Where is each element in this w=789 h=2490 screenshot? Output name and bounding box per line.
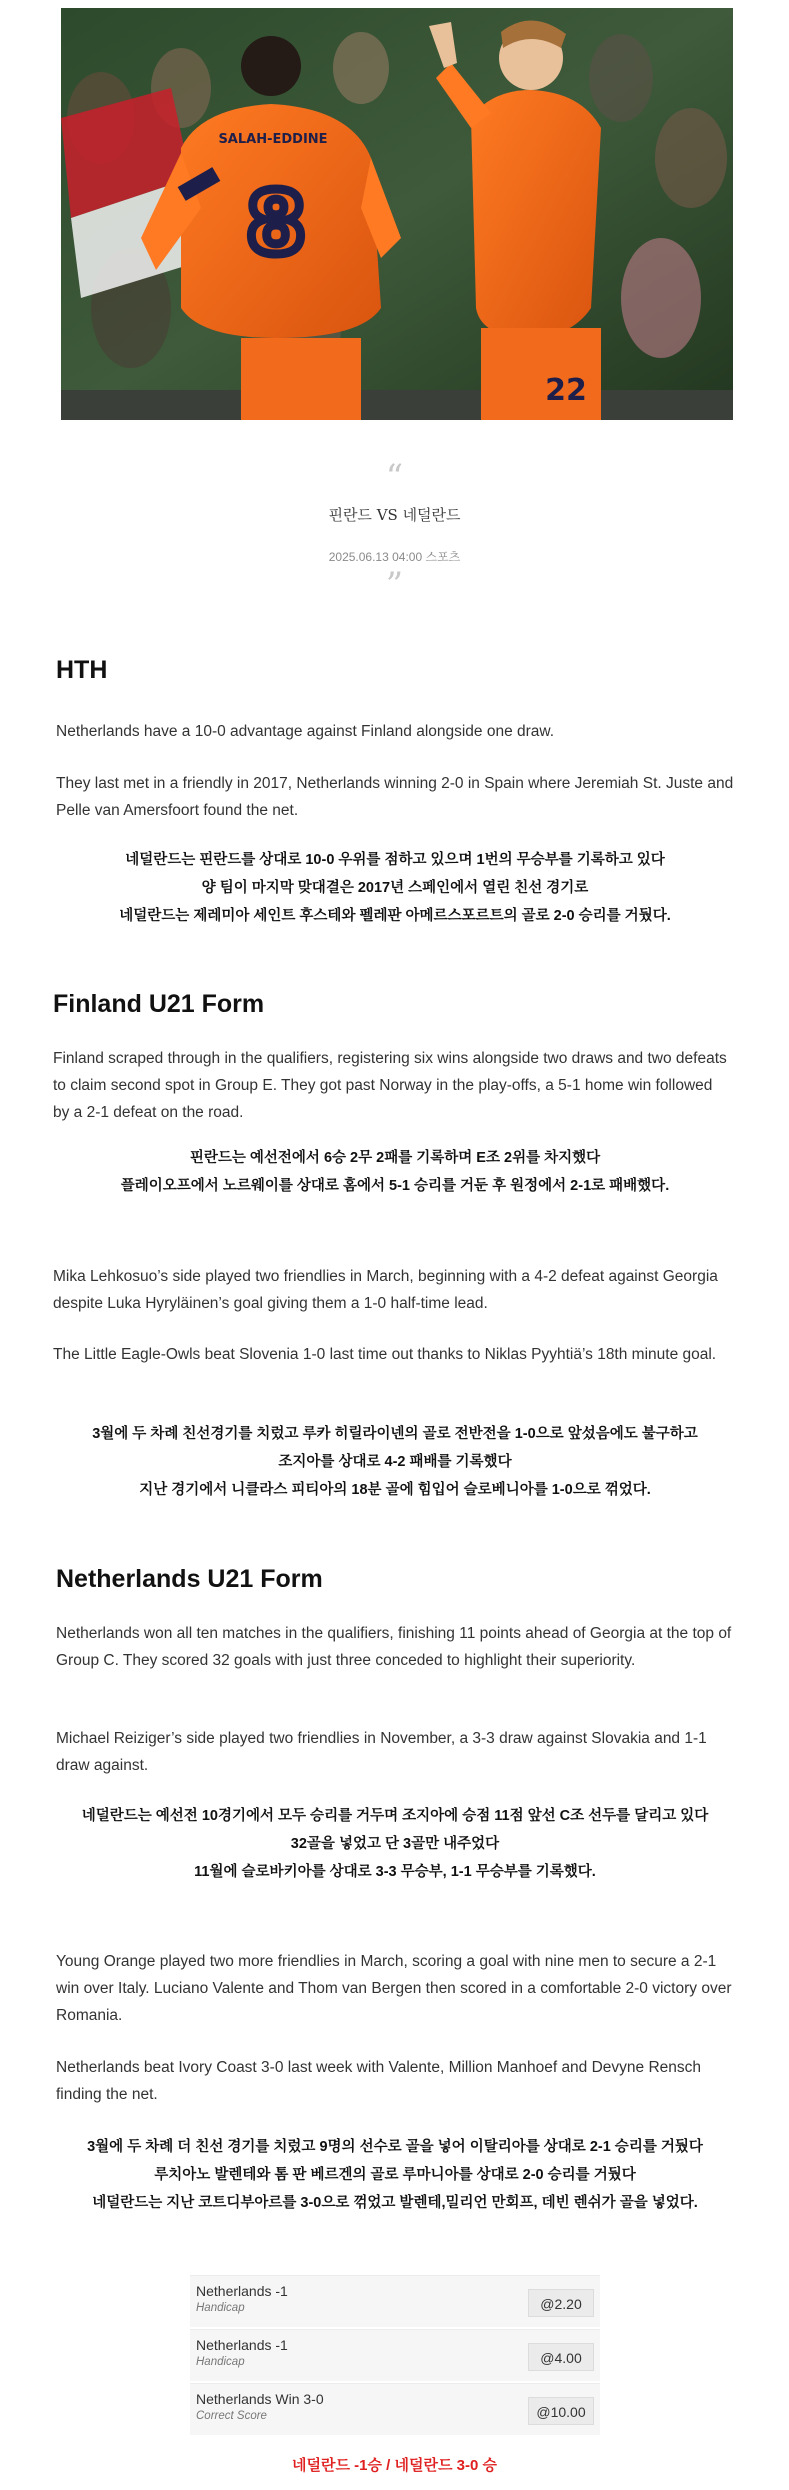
article-header — [0, 457, 789, 605]
finland-korean-summary-2 — [40, 1420, 750, 1504]
bet-pick-type: Handicap — [196, 2302, 245, 2314]
bet-pick-name: Netherlands -1 — [196, 2337, 288, 2353]
korean-line: 32골을 넣었고 단 3골만 내주었다 — [290, 1836, 500, 1852]
finland-paragraph-3: The Little Eagle-Owls beat Slovenia 1-0 last time out thanks to Niklas Pyyhtiä’s 18th minute goal. — [53, 1346, 717, 1363]
section-title-hth: HTH — [56, 656, 108, 684]
finland-paragraph-2: Mika Lehkosuo’s side played two friendlies in March, beginning with a 4-2 defeat against Georgia despite Luka Hyryläinen’s goal giving them a 1-0 half-time lead. — [53, 1268, 718, 1312]
korean-line: 네덜란드는 핀란드를 상대로 10-0 우위를 점하고 있으며 1번의 무승부를 기록하고 있다 — [125, 852, 665, 868]
bet-pick-row[interactable] — [190, 2383, 600, 2435]
korean-line: 네덜란드는 지난 코트디부아르를 3-0으로 꺾었고 발렌테,밀리언 만회프, 데빈 렌쉬가 골을 넣었다. — [92, 2195, 698, 2211]
korean-line: 루치아노 발렌테와 톰 판 베르겐의 골로 루마니아를 상대로 2-0 승리를 거뒀다 — [154, 2167, 636, 2183]
korean-line: 양 팀이 마지막 맞대결은 2017년 스페인에서 열린 친선 경기로 — [201, 880, 589, 896]
bet-pick-row[interactable] — [190, 2275, 600, 2327]
netherlands-paragraph-1: Netherlands won all ten matches in the qualifiers, finishing 11 points ahead of Georgia at the top of Group C. They scored 32 goals with just three conceded to highlight their superiority. — [56, 1625, 732, 1669]
netherlands-korean-summary-1 — [40, 1802, 750, 1886]
netherlands-korean-summary-2 — [40, 2133, 750, 2217]
korean-line: 네덜란드는 제레미아 세인트 후스테와 펠레판 아메르스포르트의 골로 2-0 승리를 거뒀다. — [119, 908, 671, 924]
bet-odds-button[interactable]: @10.00 — [528, 2397, 594, 2425]
hth-korean-summary — [40, 846, 750, 930]
bet-pick-name: Netherlands -1 — [196, 2283, 288, 2299]
open-quote-icon: “ — [385, 457, 404, 497]
finland-paragraph-1: Finland scraped through in the qualifiers, registering six wins alongside two draws and two defeats to claim second spot in Group E. They got past Norway in the play-offs, a 5-1 home win followed by a 2-1 defeat on the road. — [53, 1050, 727, 1121]
korean-line: 11월에 슬로바키아를 상대로 3-3 무승부, 1-1 무승부를 기록했다. — [194, 1864, 596, 1880]
korean-line: 핀란드는 예선전에서 6승 2무 2패를 기록하며 E조 2위를 차지했다 — [189, 1150, 601, 1166]
netherlands-paragraph-2: Michael Reiziger’s side played two friendlies in November, a 3-3 draw against Slovakia and 1-1 draw against. — [56, 1730, 707, 1774]
article-meta: 2025.06.13 04:00 스포츠 — [328, 550, 461, 564]
section-title-netherlands: Netherlands U21 Form — [56, 1565, 323, 1593]
finland-korean-summary-1 — [40, 1144, 750, 1200]
svg-text:SALAH-EDDINE: SALAH-EDDINE — [218, 132, 328, 147]
bet-picks-list — [190, 2275, 600, 2437]
bet-pick-type: Handicap — [196, 2356, 245, 2368]
bet-odds-button[interactable]: @4.00 — [528, 2343, 594, 2371]
korean-line: 3월에 두 차례 더 친선 경기를 치렀고 9명의 선수로 골을 넣어 이탈리아를 상대로 2-1 승리를 거뒀다 — [87, 2139, 703, 2155]
korean-line: 3월에 두 차례 친선경기를 치렀고 루카 히릴라이넨의 골로 전반전을 1-0으로 앞섰음에도 불구하고 — [92, 1426, 698, 1442]
svg-text:8: 8 — [246, 174, 306, 274]
bet-odds-button[interactable]: @2.20 — [528, 2289, 594, 2317]
korean-line: 조지아를 상대로 4-2 패배를 기록했다 — [278, 1454, 512, 1470]
final-verdict: 네덜란드 -1승 / 네덜란드 3-0 승 — [292, 2457, 497, 2474]
bet-pick-name: Netherlands Win 3-0 — [196, 2391, 324, 2407]
korean-line: 플레이오프에서 노르웨이를 상대로 홈에서 5-1 승리를 거둔 후 원정에서 2-1로 패배했다. — [120, 1178, 670, 1194]
hth-paragraph-2: They last met in a friendly in 2017, Netherlands winning 2-0 in Spain where Jeremiah St. Juste and Pelle van Amersfoort found the net. — [56, 775, 734, 819]
article-title: 핀란드 VS 네덜란드 — [328, 506, 461, 524]
hero-photo — [61, 8, 733, 420]
bet-pick-type: Correct Score — [196, 2410, 267, 2422]
netherlands-paragraph-4: Netherlands beat Ivory Coast 3-0 last week with Valente, Million Manhoef and Devyne Rensch finding the net. — [56, 2059, 702, 2103]
svg-text:22: 22 — [545, 373, 587, 408]
section-title-finland: Finland U21 Form — [53, 990, 265, 1018]
close-quote-icon: ” — [385, 565, 404, 605]
korean-line: 지난 경기에서 니클라스 피티아의 18분 골에 힘입어 슬로베니아를 1-0으로 꺾었다. — [139, 1482, 651, 1498]
netherlands-paragraph-3: Young Orange played two more friendlies in March, scoring a goal with nine men to secure a 2-1 win over Italy. Luciano Valente and Thom van Bergen then scored in a comfortable 2-0 victory over Romania. — [56, 1953, 732, 2024]
bet-pick-row[interactable] — [190, 2329, 600, 2381]
players-celebration-image — [61, 8, 733, 420]
korean-line: 네덜란드는 예선전 10경기에서 모두 승리를 거두며 조지아에 승점 11점 앞선 C조 선두를 달리고 있다 — [81, 1808, 709, 1824]
hth-paragraph-1: Netherlands have a 10-0 advantage against Finland alongside one draw. — [56, 723, 555, 740]
